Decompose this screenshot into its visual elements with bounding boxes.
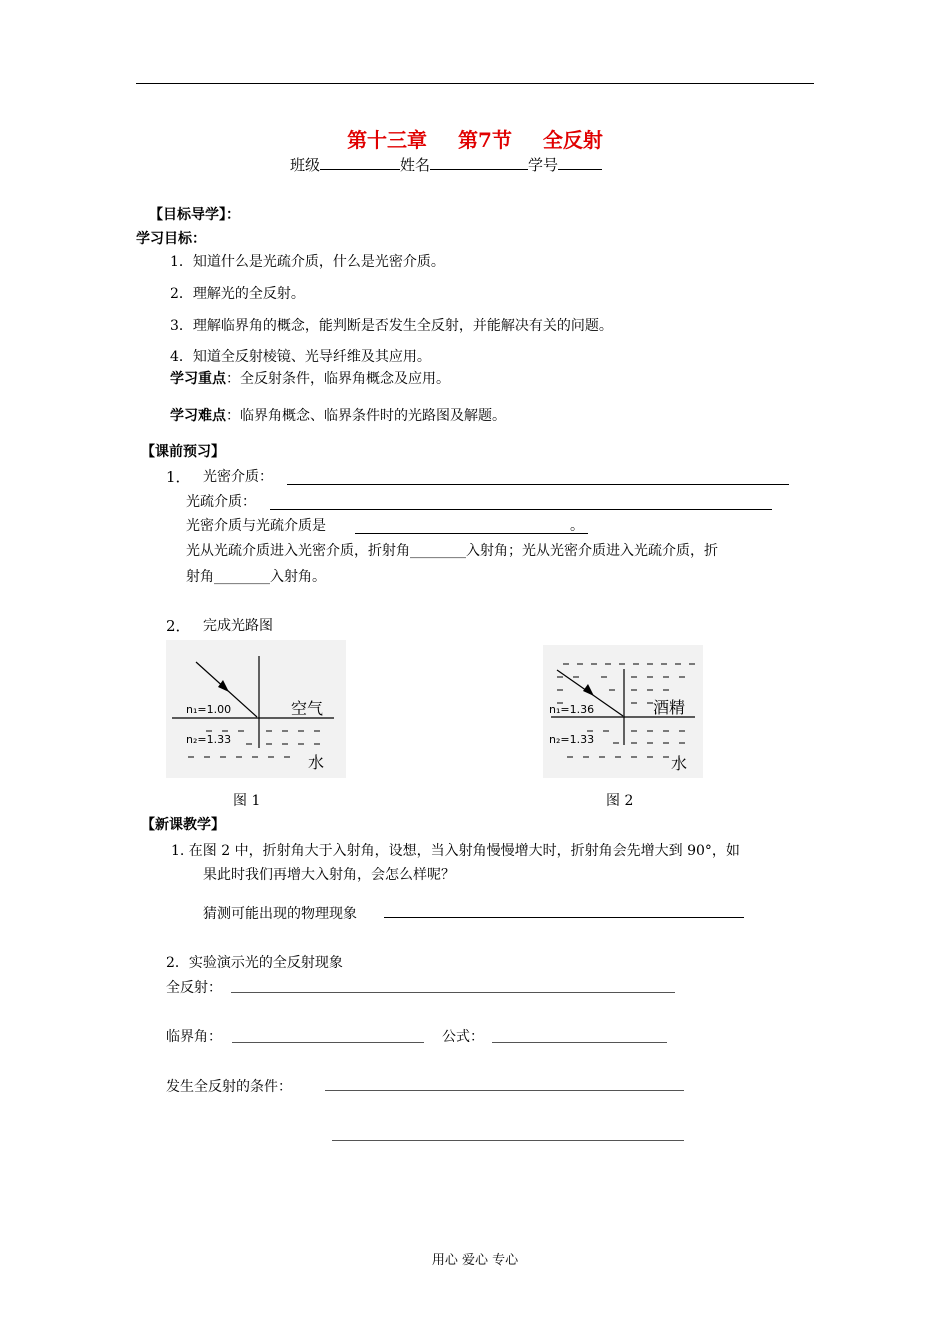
- fig1-air-label: 空气: [291, 699, 324, 718]
- figure-2: [543, 645, 703, 778]
- title-chapter: 第十三章: [347, 128, 428, 152]
- focus-text: ：全反射条件，临界角概念及应用。: [226, 371, 450, 387]
- header-rule: [136, 83, 814, 84]
- formula-answer-line[interactable]: [492, 1042, 667, 1043]
- total-reflection-answer-line[interactable]: [231, 992, 675, 993]
- relation-end: 。: [570, 518, 584, 534]
- total-reflection-label: 全反射：: [166, 980, 222, 996]
- number-field[interactable]: [558, 155, 602, 170]
- guess-label: 猜测可能出现的物理现象: [203, 906, 357, 922]
- preview-q2-text: 完成光路图: [203, 618, 273, 634]
- fig2-n1-label: n₁=1.36: [549, 703, 595, 716]
- newlesson-q2: 2．实验演示光的全反射现象: [166, 955, 343, 971]
- name-field[interactable]: [430, 155, 528, 170]
- objectives-label: 学习目标：: [136, 231, 206, 247]
- fig2-water-label: 水: [671, 754, 688, 773]
- newlesson-heading: 【新课教学】: [141, 817, 225, 833]
- fig2-n2-label: n₂=1.33: [549, 733, 595, 746]
- title-topic: 全反射: [542, 128, 603, 152]
- class-field[interactable]: [320, 155, 400, 170]
- objective-1: 1．知道什么是光疏介质，什么是光密介质。: [170, 254, 445, 270]
- refraction-line-2: 射角________入射角。: [186, 569, 326, 585]
- focus-line: [170, 368, 450, 388]
- class-label: 班级: [290, 156, 321, 174]
- goals-heading: 【目标导学】：: [149, 207, 240, 223]
- relation-label: 光密介质与光疏介质是: [186, 518, 326, 534]
- preview-q2-number: 2．: [166, 617, 191, 635]
- figure-1-caption: 图 1: [233, 793, 261, 809]
- title-section: 第7节: [458, 128, 512, 152]
- formula-label: 公式：: [442, 1029, 484, 1045]
- objective-2: 2．理解光的全反射。: [170, 286, 305, 302]
- newlesson-q1-line2: 果此时我们再增大入射角，会怎么样呢？: [203, 867, 455, 883]
- dense-medium-label: 光密介质：: [203, 469, 273, 485]
- condition-answer-line-2[interactable]: [332, 1140, 684, 1141]
- page-footer: 用心 爱心 专心: [431, 1253, 519, 1268]
- dense-medium-answer-line[interactable]: [287, 484, 789, 485]
- student-info-row: [290, 154, 602, 175]
- fig2-alcohol-label: 酒精: [653, 698, 686, 717]
- guess-answer-line[interactable]: [384, 917, 744, 918]
- fig1-n1-label: n₁=1.00: [186, 703, 232, 716]
- incident-arrow: [583, 684, 594, 696]
- difficulty-line: [170, 405, 506, 425]
- newlesson-q1-line1: 1. 在图 2 中，折射角大于入射角，设想，当入射角慢慢增大时，折射角会先增大到 90°，如: [171, 843, 740, 859]
- difficulty-text: ：临界角概念、临界条件时的光路图及解题。: [226, 408, 506, 424]
- incident-arrow: [218, 680, 229, 692]
- figure-1: [166, 640, 346, 778]
- preview-heading: 【课前预习】: [141, 444, 225, 460]
- number-label: 学号: [528, 156, 559, 174]
- condition-answer-line-1[interactable]: [325, 1090, 684, 1091]
- page-title: [0, 124, 950, 153]
- critical-angle-answer-line[interactable]: [232, 1042, 424, 1043]
- relation-answer-line[interactable]: [355, 533, 588, 534]
- name-label: 姓名: [400, 156, 431, 174]
- fig1-water-label: 水: [308, 753, 325, 772]
- refraction-line-1: 光从光疏介质进入光密介质，折射角________入射角；光从光密介质进入光疏介质，折: [186, 543, 718, 559]
- difficulty-label: 学习难点: [170, 408, 226, 424]
- condition-label: 发生全反射的条件：: [166, 1079, 292, 1095]
- sparse-medium-answer-line[interactable]: [270, 509, 772, 510]
- focus-label: 学习重点: [170, 371, 226, 387]
- preview-q1-number: 1．: [166, 468, 191, 486]
- fig1-n2-label: n₂=1.33: [186, 733, 232, 746]
- critical-angle-label: 临界角：: [166, 1029, 222, 1045]
- figure-2-caption: 图 2: [606, 793, 634, 809]
- objective-4: 4．知道全反射棱镜、光导纤维及其应用。: [170, 349, 431, 365]
- objective-3: 3．理解临界角的概念，能判断是否发生全反射，并能解决有关的问题。: [170, 318, 613, 334]
- sparse-medium-label: 光疏介质：: [186, 494, 256, 510]
